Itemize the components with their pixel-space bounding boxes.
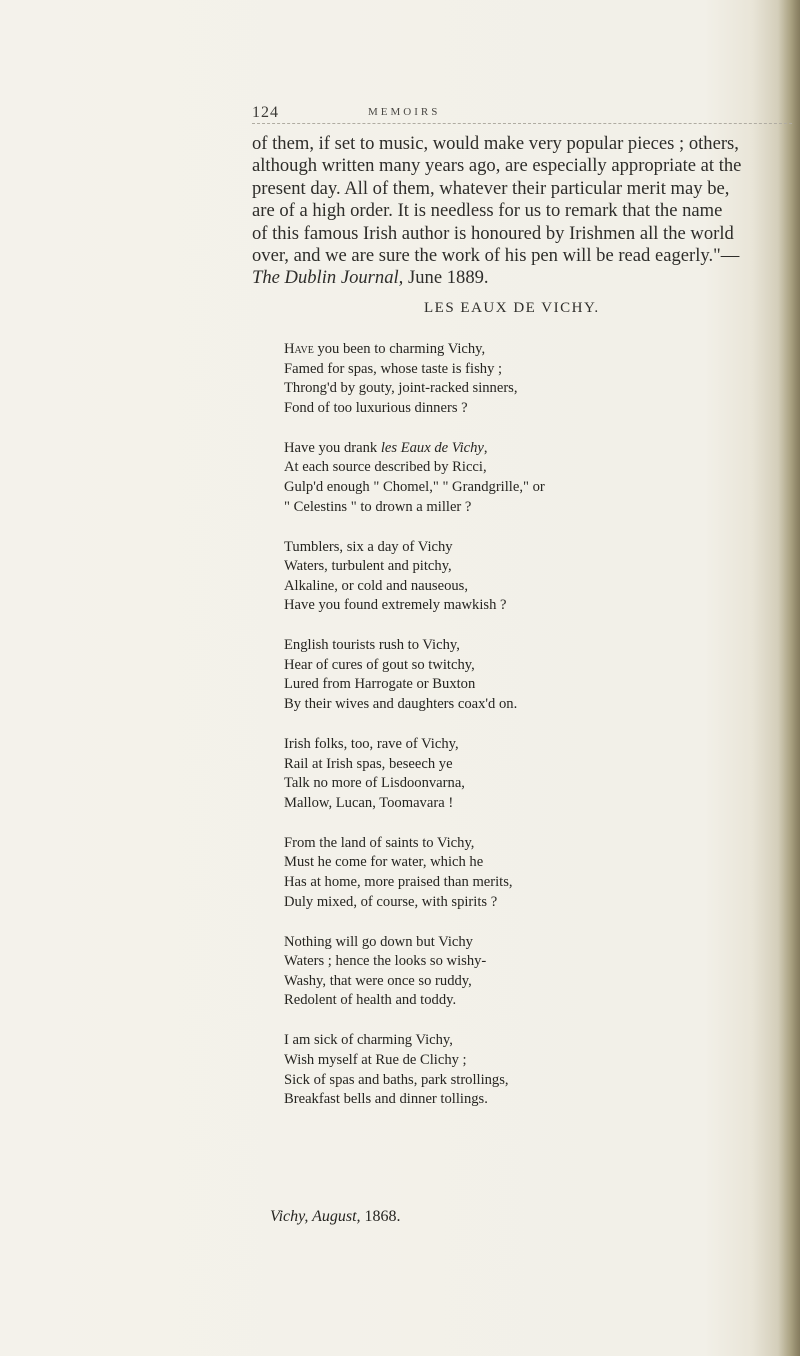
poem-line: Gulp'd enough " Chomel," " Grandgrille," or	[284, 478, 545, 495]
poem-line: Must he come for water, which he	[284, 854, 484, 871]
poem-line: Have you drank les Eaux de Vichy,	[284, 439, 488, 456]
poem-line: Famed for spas, whose taste is fishy ;	[284, 360, 503, 377]
poem-line: Hear of cures of gout so twitchy,	[284, 656, 475, 673]
poem-line: Breakfast bells and dinner tollings.	[284, 1091, 488, 1108]
prose-paragraph	[252, 133, 795, 290]
prose-line: present day. All of them, whatever their particular merit may be,	[252, 177, 730, 199]
poem-line: Talk no more of Lisdoonvarna,	[284, 775, 465, 792]
poem-line: Tumblers, six a day of Vichy	[284, 538, 453, 555]
first-word: Have	[284, 341, 314, 357]
poem-line: Sick of spas and baths, park strollings,	[284, 1071, 509, 1088]
poem-line: From the land of saints to Vichy,	[284, 834, 475, 851]
prose-line: of them, if set to music, would make very popular pieces ; others,	[252, 133, 739, 154]
poem-line: Has at home, more praised than merits,	[284, 874, 513, 891]
poem-line: Alkaline, or cold and nauseous,	[284, 577, 468, 594]
poem-line: Waters ; hence the looks so wishy-	[284, 953, 487, 970]
poem-line: Lured from Harrogate or Buxton	[284, 676, 476, 693]
poem-body	[284, 340, 545, 1130]
poem-line: Nothing will go down but Vichy	[284, 933, 473, 950]
stanza	[284, 340, 545, 418]
signoff-place: Vichy, August,	[270, 1208, 361, 1225]
first-line-rest: you been to charming Vichy,	[313, 341, 486, 357]
stanza	[284, 735, 545, 813]
poem-line	[284, 340, 545, 360]
poem-line: Fond of too luxurious dinners ?	[284, 399, 468, 416]
stanza	[284, 636, 545, 714]
stanza	[284, 834, 545, 912]
source-title: The Dublin Journal,	[252, 267, 404, 289]
poem-title: LES EAUX DE VICHY.	[424, 300, 600, 316]
poem-line: English tourists rush to Vichy,	[284, 637, 460, 654]
poem-line: Have you found extremely mawkish ?	[284, 597, 507, 614]
poem-line: Mallow, Lucan, Toomavara !	[284, 794, 454, 811]
poem-line: Washy, that were once so ruddy,	[284, 972, 472, 989]
stanza	[284, 1031, 545, 1109]
prose-line: are of a high order. It is needless for us to remark that the name	[252, 200, 723, 222]
poem-line: Duly mixed, of course, with spirits ?	[284, 893, 498, 910]
page-number: 124	[252, 104, 279, 121]
running-title: MEMOIRS	[368, 106, 441, 118]
poem-line: Wish myself at Rue de Clichy ;	[284, 1051, 467, 1068]
poem-line: Waters, turbulent and pitchy,	[284, 558, 452, 575]
prose-source-line	[252, 267, 795, 289]
signoff-year: 1868.	[364, 1208, 401, 1225]
source-date: June 1889.	[408, 267, 489, 289]
prose-line: over, and we are sure the work of his pen will be read eagerly."—	[252, 245, 740, 267]
prose-line: of this famous Irish author is honoured by Irishmen all the world	[252, 222, 734, 244]
prose-line: although written many years ago, are especially appropriate at the	[252, 155, 742, 177]
poem-line: Redolent of health and toddy.	[284, 992, 457, 1009]
stanza	[284, 538, 545, 616]
poem-line: Throng'd by gouty, joint-racked sinners,	[284, 380, 518, 397]
poem-line: By their wives and daughters coax'd on.	[284, 696, 518, 713]
poem-line: Rail at Irish spas, beseech ye	[284, 755, 453, 772]
poem-line: " Celestins " to drown a miller ?	[284, 498, 472, 515]
poem-line: I am sick of charming Vichy,	[284, 1032, 453, 1049]
header-rule	[252, 123, 792, 124]
poem-line: At each source described by Ricci,	[284, 459, 487, 476]
poem-signoff	[270, 1208, 401, 1226]
stanza	[284, 439, 545, 517]
poem-line: Irish folks, too, rave of Vichy,	[284, 736, 459, 753]
stanza	[284, 933, 545, 1011]
